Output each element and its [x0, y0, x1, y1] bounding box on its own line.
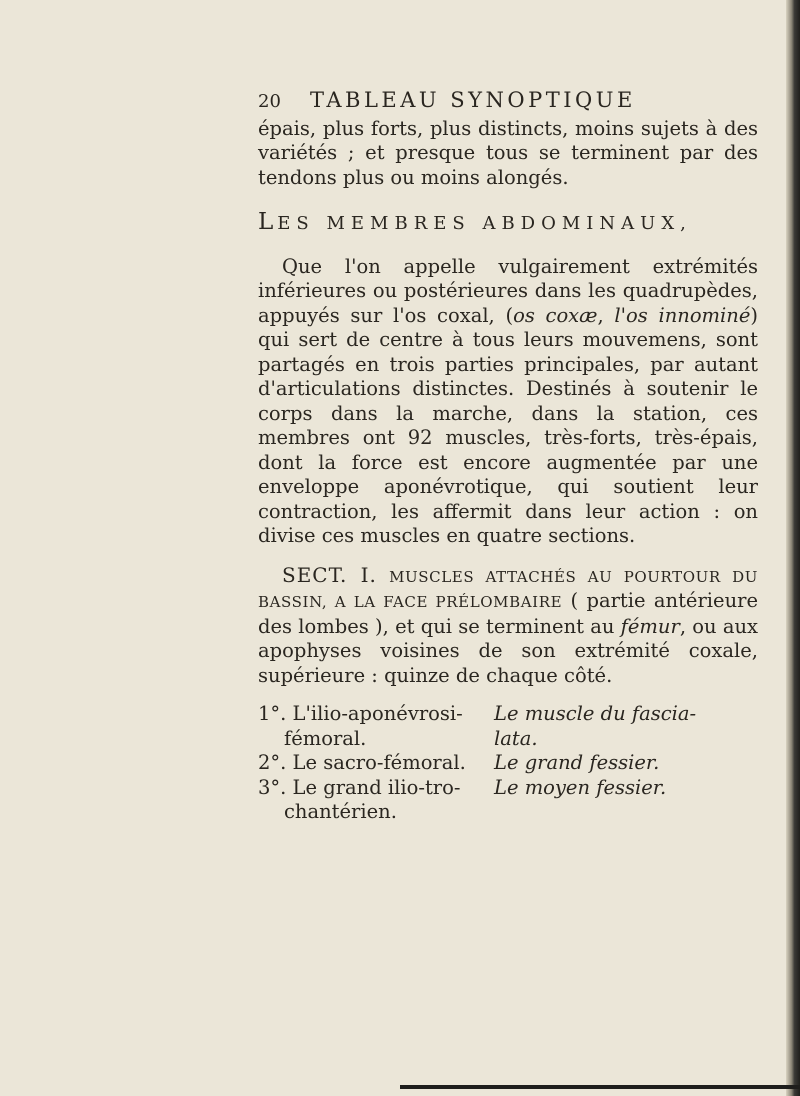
paragraph-main-latin-1: os coxæ	[513, 303, 598, 327]
list-item-common-name-continued: lata.	[494, 726, 538, 750]
book-spine-edge	[786, 0, 800, 1096]
list-item-name: 3°. Le grand ilio-tro-	[258, 775, 461, 799]
paragraph-main-latin-2: l'os innominé	[614, 303, 751, 327]
section-heading-rest: ES MEMBRES ABDOMINAUX,	[277, 213, 692, 234]
list-item-name-continued: fémoral.	[284, 726, 367, 750]
list-item	[258, 702, 758, 727]
page-header	[258, 88, 758, 115]
sect-text-femur: fémur	[620, 614, 680, 638]
page-number: 20	[258, 91, 281, 112]
sect-label: SECT. I.	[282, 562, 377, 587]
section-heading-initial: L	[258, 209, 278, 235]
list-item	[258, 776, 758, 801]
list-item-common-name: Le grand fessier.	[494, 751, 660, 774]
list-item-continuation	[258, 727, 758, 752]
paragraph-intro: épais, plus forts, plus distincts, moins sujets à des variétés ; et presque tous se terminent par des tendons plus ou moins alongés.	[258, 116, 758, 189]
list-item-name: 2°. Le sacro-fémoral.	[258, 751, 466, 774]
list-item-common-name-continued	[494, 800, 758, 825]
page-content	[258, 88, 758, 825]
sect-text-2: , ou aux apophyses voisines de son extrémité coxale, supérieure : quinze de chaque côté.	[258, 614, 758, 687]
list-item	[258, 751, 758, 776]
running-title: TABLEAU SYNOPTIQUE	[310, 88, 636, 112]
list-item-common-name: Le moyen fessier.	[494, 775, 667, 799]
sect-paragraph	[258, 563, 758, 689]
paragraph-main-part-2: ,	[597, 303, 615, 327]
section-heading	[258, 210, 758, 237]
paragraph-main	[258, 255, 758, 549]
paragraph-main-part-1: Que l'on appelle vulgairement extrémités inférieures ou postérieures dans les quadrupèdes, appuyés sur l'os coxal, (	[258, 254, 758, 327]
paragraph-main-part-3: ) qui sert de centre à tous leurs mouvemens, sont partagés en trois parties principales, par autant d'articulations distinctes. Destinés à soutenir le corps dans la marche, dans la station, ces membres ont 92 muscles, très-forts, très-épais, dont la force est encore augmentée par une enveloppe aponévrotique, qui soutient leur contraction, les affermit dans leur action : on divise ces muscles en quatre sections.	[258, 303, 758, 547]
list-item-name-continued: chantérien.	[284, 800, 397, 823]
list-item-name: 1°. L'ilio-aponévrosi-	[258, 702, 463, 725]
page-bottom-shadow	[400, 1085, 800, 1089]
list-item-common-name: Le muscle du fascia-	[494, 702, 697, 725]
list-item-continuation	[258, 800, 758, 825]
sect-smallcaps-title: MUSCLES ATTACHÉS AU POURTOUR DU BASSIN, A LA FACE PRÉLOMBAIRE	[258, 567, 758, 611]
sect-text-1: ( partie antérieure des lombes ), et qui se terminent au	[258, 589, 758, 638]
muscle-list	[258, 702, 758, 825]
